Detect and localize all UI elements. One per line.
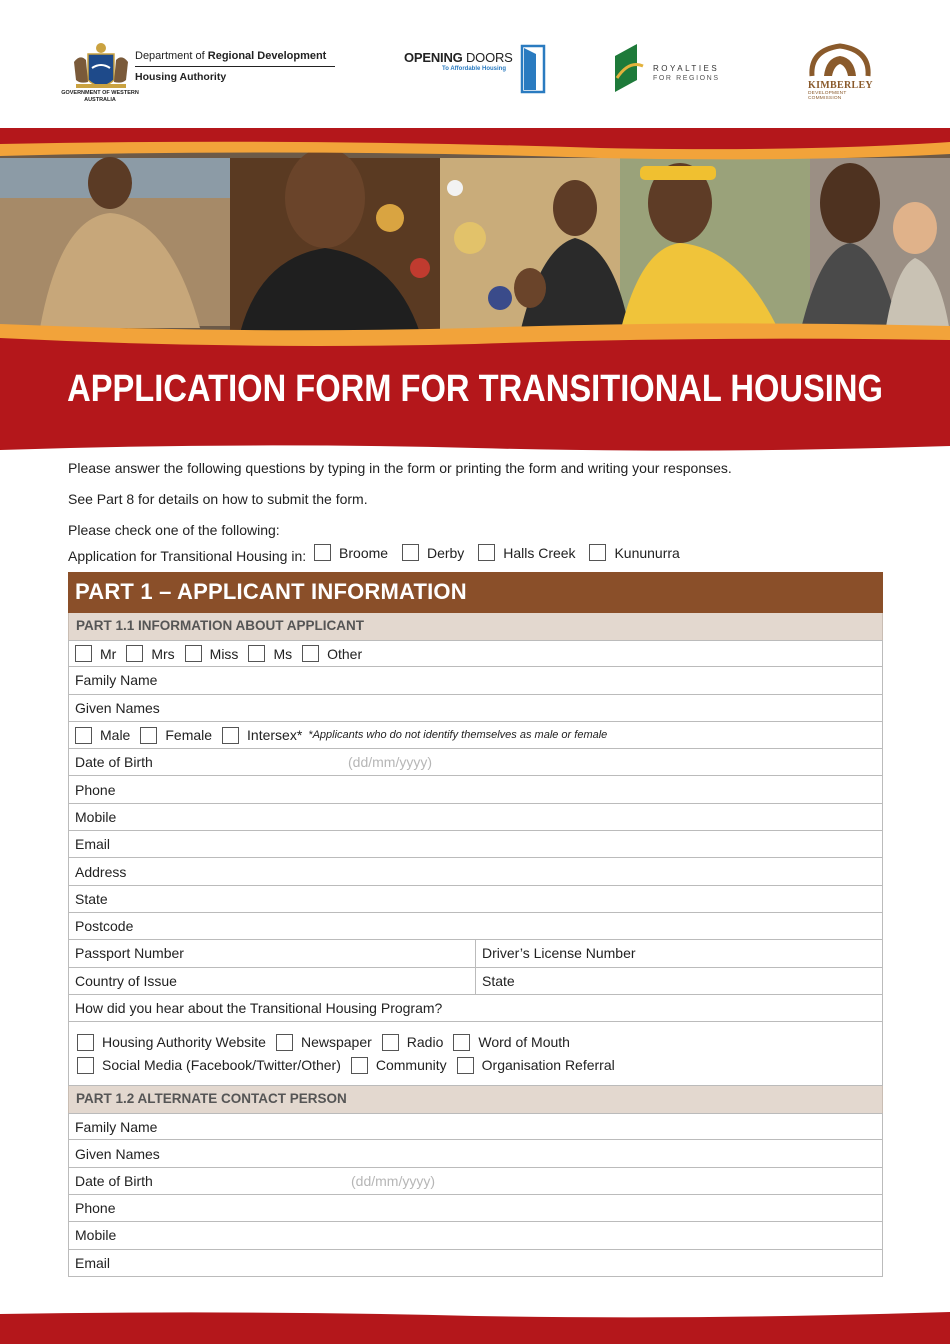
hear-options-line-1	[77, 1034, 580, 1051]
opening-doors-bold: OPENING	[404, 50, 463, 65]
hear-option-label: Radio	[406, 1034, 444, 1051]
part1-form	[68, 572, 883, 1277]
field-label: Family Name	[75, 1118, 158, 1135]
checkbox[interactable]	[457, 1057, 474, 1074]
logo-bar	[0, 0, 950, 128]
gender-row	[68, 722, 883, 749]
title-option-mr[interactable]	[75, 645, 116, 662]
phone-field[interactable]	[68, 776, 883, 803]
question-label: How did you hear about the Transitional Housing Program?	[75, 1000, 443, 1016]
alt-date-of-birth-field[interactable]	[68, 1168, 883, 1195]
field-label: Passport Number	[75, 945, 184, 962]
hear-option-community[interactable]	[351, 1057, 447, 1074]
checkbox[interactable]	[140, 727, 157, 744]
hear-option-label: Organisation Referral	[481, 1057, 615, 1074]
field-label: Date of Birth	[75, 1172, 153, 1189]
drivers-license-field[interactable]	[475, 940, 882, 966]
checkbox[interactable]	[75, 645, 92, 662]
part1-1-header: PART 1.1 INFORMATION ABOUT APPLICANT	[68, 613, 883, 640]
alt-email-field[interactable]	[68, 1250, 883, 1277]
field-label: Country of Issue	[75, 972, 177, 989]
field-label: Mobile	[75, 808, 117, 825]
title-option-label: Mr	[100, 645, 117, 662]
department-logo	[135, 50, 335, 83]
title-option-ms[interactable]	[248, 645, 292, 662]
hear-option-radio[interactable]	[382, 1034, 444, 1051]
location-option-label: Halls Creek	[503, 544, 576, 561]
checkbox[interactable]	[77, 1057, 94, 1074]
passport-license-row	[68, 940, 883, 967]
gender-option-intersex[interactable]	[222, 727, 302, 744]
field-label: Email	[75, 1254, 111, 1271]
hear-option-label: Housing Authority Website	[102, 1034, 266, 1051]
hear-options-line-2	[77, 1057, 625, 1074]
checkbox[interactable]	[589, 544, 606, 561]
mobile-field[interactable]	[68, 804, 883, 831]
location-option-halls-creek[interactable]	[478, 544, 575, 561]
state-field[interactable]	[68, 886, 883, 913]
given-names-field[interactable]	[68, 695, 883, 722]
postcode-field[interactable]	[68, 913, 883, 940]
field-label: Address	[75, 863, 127, 880]
royalties-text: ROYALTIES	[653, 64, 720, 73]
location-option-label: Derby	[426, 544, 465, 561]
part1-header: PART 1 – APPLICANT INFORMATION	[68, 572, 883, 613]
field-label: Given Names	[75, 699, 160, 716]
opening-doors-title	[404, 50, 513, 65]
checkbox[interactable]	[185, 645, 202, 662]
gender-note: *Applicants who do not identify themselves as male or female	[308, 729, 608, 742]
location-option-label: Broome	[339, 544, 389, 561]
address-field[interactable]	[68, 858, 883, 885]
field-label: Phone	[75, 781, 116, 798]
location-option-kununurra[interactable]	[589, 544, 679, 561]
development-commission-text: DEVELOPMENT COMMISSION	[808, 91, 847, 101]
title-option-label: Other	[327, 645, 363, 662]
hear-option-label: Word of Mouth	[478, 1034, 570, 1051]
checkbox[interactable]	[402, 544, 419, 561]
field-label: Phone	[75, 1200, 116, 1217]
opening-doors-light: DOORS	[465, 50, 513, 65]
email-field[interactable]	[68, 831, 883, 858]
field-label: Email	[75, 836, 111, 853]
field-label: State	[482, 972, 515, 989]
title-option-label: Mrs	[151, 645, 175, 662]
field-label: Family Name	[75, 672, 158, 689]
hear-option-word-of-mouth[interactable]	[453, 1034, 570, 1051]
intro-line-2: See Part 8 for details on how to submit the form.	[68, 491, 368, 507]
title-option-miss[interactable]	[185, 645, 239, 662]
hear-about-question	[68, 995, 883, 1022]
alt-mobile-field[interactable]	[68, 1222, 883, 1249]
field-label: Driver’s License Number	[482, 945, 636, 962]
location-option-label: Kununurra	[614, 544, 680, 561]
title-option-label: Miss	[209, 645, 239, 662]
kimberley-logo	[802, 40, 880, 101]
checkbox[interactable]	[222, 727, 239, 744]
field-label: Date of Birth	[75, 754, 153, 771]
hear-option-label: Community	[375, 1057, 447, 1074]
footer-strip	[0, 1310, 950, 1344]
field-label: State	[75, 890, 108, 907]
crest-caption: GOVERNMENT OF WESTERN AUSTRALIA	[61, 90, 139, 103]
opening-doors-logo	[404, 44, 549, 94]
date-format-hint: (dd/mm/yyyy)	[351, 1172, 435, 1189]
country-state-row	[68, 968, 883, 995]
alt-family-name-field[interactable]	[68, 1113, 883, 1140]
country-of-issue-field[interactable]	[69, 968, 475, 994]
hear-option-newspaper[interactable]	[276, 1034, 372, 1051]
license-state-field[interactable]	[475, 968, 882, 994]
location-label: Application for Transitional Housing in:	[68, 548, 307, 564]
checkbox[interactable]	[248, 645, 265, 662]
title-option-other[interactable]	[302, 645, 362, 662]
checkbox[interactable]	[75, 727, 92, 744]
checkbox[interactable]	[478, 544, 495, 561]
hear-about-options	[68, 1022, 883, 1086]
checkbox[interactable]	[453, 1034, 470, 1051]
checkbox[interactable]	[126, 645, 143, 662]
location-option-derby[interactable]	[402, 544, 464, 561]
hear-option-website[interactable]	[77, 1034, 266, 1051]
intro-line-1: Please answer the following questions by typing in the form or printing the form and writing your responses.	[68, 460, 732, 476]
hear-option-social-media[interactable]	[77, 1057, 341, 1074]
checkbox[interactable]	[351, 1057, 368, 1074]
department-name	[135, 50, 335, 67]
checkbox[interactable]	[382, 1034, 399, 1051]
checkbox[interactable]	[276, 1034, 293, 1051]
royalties-emblem-icon	[609, 42, 649, 94]
title-row	[68, 640, 883, 667]
header-banner	[0, 128, 950, 454]
checkbox[interactable]	[302, 645, 319, 662]
gender-option-label: Female	[165, 727, 213, 744]
location-selection	[68, 544, 888, 564]
field-label: Mobile	[75, 1227, 117, 1244]
checkbox[interactable]	[77, 1034, 94, 1051]
title-option-mrs[interactable]	[126, 645, 174, 662]
hear-option-label: Social Media (Facebook/Twitter/Other)	[102, 1057, 341, 1074]
for-regions-text: FOR REGIONS	[653, 75, 720, 82]
family-name-field[interactable]	[68, 667, 883, 694]
part1-2-header: PART 1.2 ALTERNATE CONTACT PERSON	[68, 1086, 883, 1113]
hear-option-label: Newspaper	[300, 1034, 372, 1051]
field-label: Postcode	[75, 918, 134, 935]
gender-option-male[interactable]	[75, 727, 130, 744]
opening-doors-subtitle: To Affordable Housing	[442, 66, 506, 72]
gender-option-label: Male	[100, 727, 131, 744]
alt-given-names-field[interactable]	[68, 1140, 883, 1167]
boab-tree-icon	[802, 40, 880, 80]
field-label: Given Names	[75, 1145, 160, 1162]
gender-option-female[interactable]	[140, 727, 212, 744]
royalties-for-regions-logo	[609, 42, 729, 94]
checkbox[interactable]	[314, 544, 331, 561]
kimberley-text: KIMBERLEY	[808, 80, 873, 91]
housing-authority-name: Housing Authority	[135, 71, 227, 83]
alt-phone-field[interactable]	[68, 1195, 883, 1222]
door-icon	[520, 44, 546, 94]
title-option-label: Ms	[273, 645, 293, 662]
intro-line-3: Please check one of the following:	[68, 522, 280, 538]
date-of-birth-field[interactable]	[68, 749, 883, 776]
department-prefix: Department of	[135, 50, 205, 62]
hear-option-organisation-referral[interactable]	[457, 1057, 615, 1074]
form-title: APPLICATION FORM FOR TRANSITIONAL HOUSING	[67, 368, 883, 410]
passport-number-field[interactable]	[69, 940, 475, 966]
date-format-hint: (dd/mm/yyyy)	[348, 754, 432, 771]
location-option-broome[interactable]	[314, 544, 388, 561]
department-name-bold: Regional Development	[207, 50, 327, 62]
gender-option-label: Intersex*	[247, 727, 303, 744]
